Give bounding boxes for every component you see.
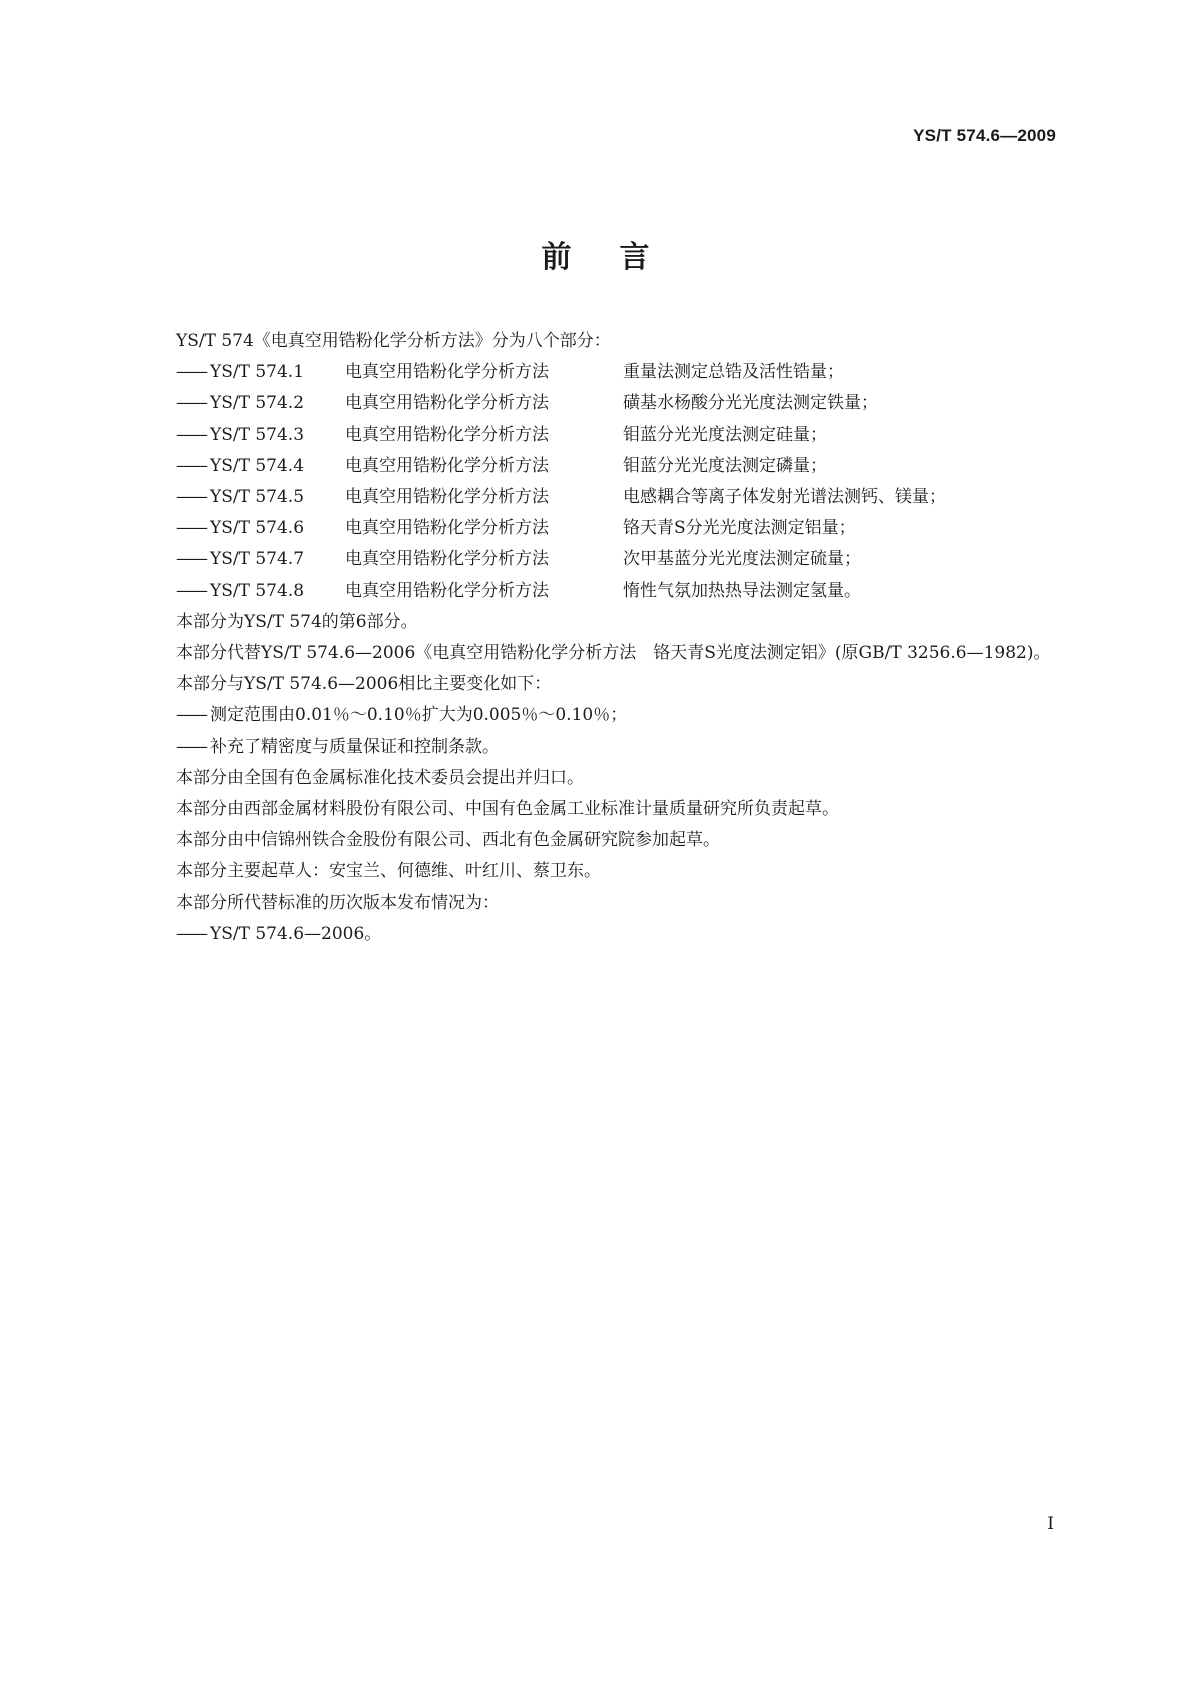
main-drafters: 本部分主要起草人：安宝兰、何德维、叶红川、蔡卫东。 xyxy=(176,861,601,882)
part-name: 电真空用锆粉化学分析方法 xyxy=(345,580,549,601)
list-item xyxy=(151,576,1056,607)
dash-marker: —— xyxy=(176,487,206,508)
dash-marker: —— xyxy=(176,362,206,383)
list-item xyxy=(151,388,1056,419)
list-item xyxy=(151,513,1056,544)
replaces-paragraph: 本部分代替YS/T 574.6—2006《电真空用锆粉化学分析方法 铬天青S光度法测定铝》(原GB/T 3256.6—1982)。 xyxy=(176,643,1051,664)
part-name: 电真空用锆粉化学分析方法 xyxy=(345,362,549,383)
part-name: 电真空用锆粉化学分析方法 xyxy=(345,487,549,508)
part-name: 电真空用锆粉化学分析方法 xyxy=(345,455,549,476)
part-method: 铬天青S分光光度法测定铝量； xyxy=(623,518,856,539)
part-method: 钼蓝分光光度法测定硅量； xyxy=(623,424,827,445)
changes-list xyxy=(151,700,1056,762)
dash-marker: —— xyxy=(176,518,206,539)
dash-marker: —— xyxy=(176,455,206,476)
participants: 本部分由中信锦州铁合金股份有限公司、西北有色金属研究院参加起草。 xyxy=(176,830,720,851)
list-item xyxy=(151,357,1056,388)
dash-marker: —— xyxy=(176,736,206,757)
part-code: YS/T 574.5 xyxy=(210,487,305,508)
change-text: 测定范围由0.01％～0.10％扩大为0.005％～0.10％； xyxy=(210,705,628,726)
part-code: YS/T 574.2 xyxy=(210,393,305,414)
change-text: 补充了精密度与质量保证和控制条款。 xyxy=(210,736,499,757)
part-name: 电真空用锆粉化学分析方法 xyxy=(345,518,549,539)
proposed-by: 本部分由全国有色金属标准化技术委员会提出并归口。 xyxy=(176,767,584,788)
dash-marker: —— xyxy=(176,923,206,944)
dash-marker: —— xyxy=(176,393,206,414)
list-item xyxy=(151,700,1056,731)
part-method: 钼蓝分光光度法测定磷量； xyxy=(623,455,827,476)
part-code: YS/T 574.6 xyxy=(210,518,305,539)
intro-paragraph: YS/T 574《电真空用锆粉化学分析方法》分为八个部分： xyxy=(176,331,611,351)
page-title: 前言 xyxy=(541,240,698,275)
list-item xyxy=(151,420,1056,451)
part-code: YS/T 574.7 xyxy=(210,549,305,570)
page-number: I xyxy=(1047,1514,1054,1534)
foreword-body xyxy=(151,326,1056,950)
part-method: 电感耦合等离子体发射光谱法测钙、镁量； xyxy=(623,487,946,508)
part-code: YS/T 574.3 xyxy=(210,424,305,445)
part-method: 磺基水杨酸分光光度法测定铁量； xyxy=(623,393,878,414)
parts-list xyxy=(151,357,1056,607)
part-statement: 本部分为YS/T 574的第6部分。 xyxy=(176,611,418,632)
part-method: 次甲基蓝分光光度法测定硫量； xyxy=(623,549,861,570)
list-item xyxy=(151,451,1056,482)
part-name: 电真空用锆粉化学分析方法 xyxy=(345,393,549,414)
part-method: 重量法测定总锆及活性锆量； xyxy=(623,362,844,383)
part-method: 惰性气氛加热热导法测定氢量。 xyxy=(623,580,861,601)
history-list xyxy=(151,919,1056,950)
dash-marker: —— xyxy=(176,705,206,726)
changes-intro: 本部分与YS/T 574.6—2006相比主要变化如下： xyxy=(176,674,552,695)
standard-code: YS/T 574.6—2009 xyxy=(913,126,1056,145)
part-name: 电真空用锆粉化学分析方法 xyxy=(345,424,549,445)
history-intro: 本部分所代替标准的历次版本发布情况为： xyxy=(176,892,499,913)
list-item xyxy=(151,482,1056,513)
part-name: 电真空用锆粉化学分析方法 xyxy=(345,549,549,570)
history-text: YS/T 574.6—2006。 xyxy=(210,923,382,944)
list-item xyxy=(151,732,1056,763)
drafted-by: 本部分由西部金属材料股份有限公司、中国有色金属工业标准计量质量研究所负责起草。 xyxy=(176,799,839,820)
dash-marker: —— xyxy=(176,580,206,601)
list-item xyxy=(151,919,1056,950)
list-item xyxy=(151,544,1056,575)
part-code: YS/T 574.4 xyxy=(210,455,305,476)
part-code: YS/T 574.8 xyxy=(210,580,305,601)
part-code: YS/T 574.1 xyxy=(210,362,305,383)
dash-marker: —— xyxy=(176,424,206,445)
dash-marker: —— xyxy=(176,549,206,570)
